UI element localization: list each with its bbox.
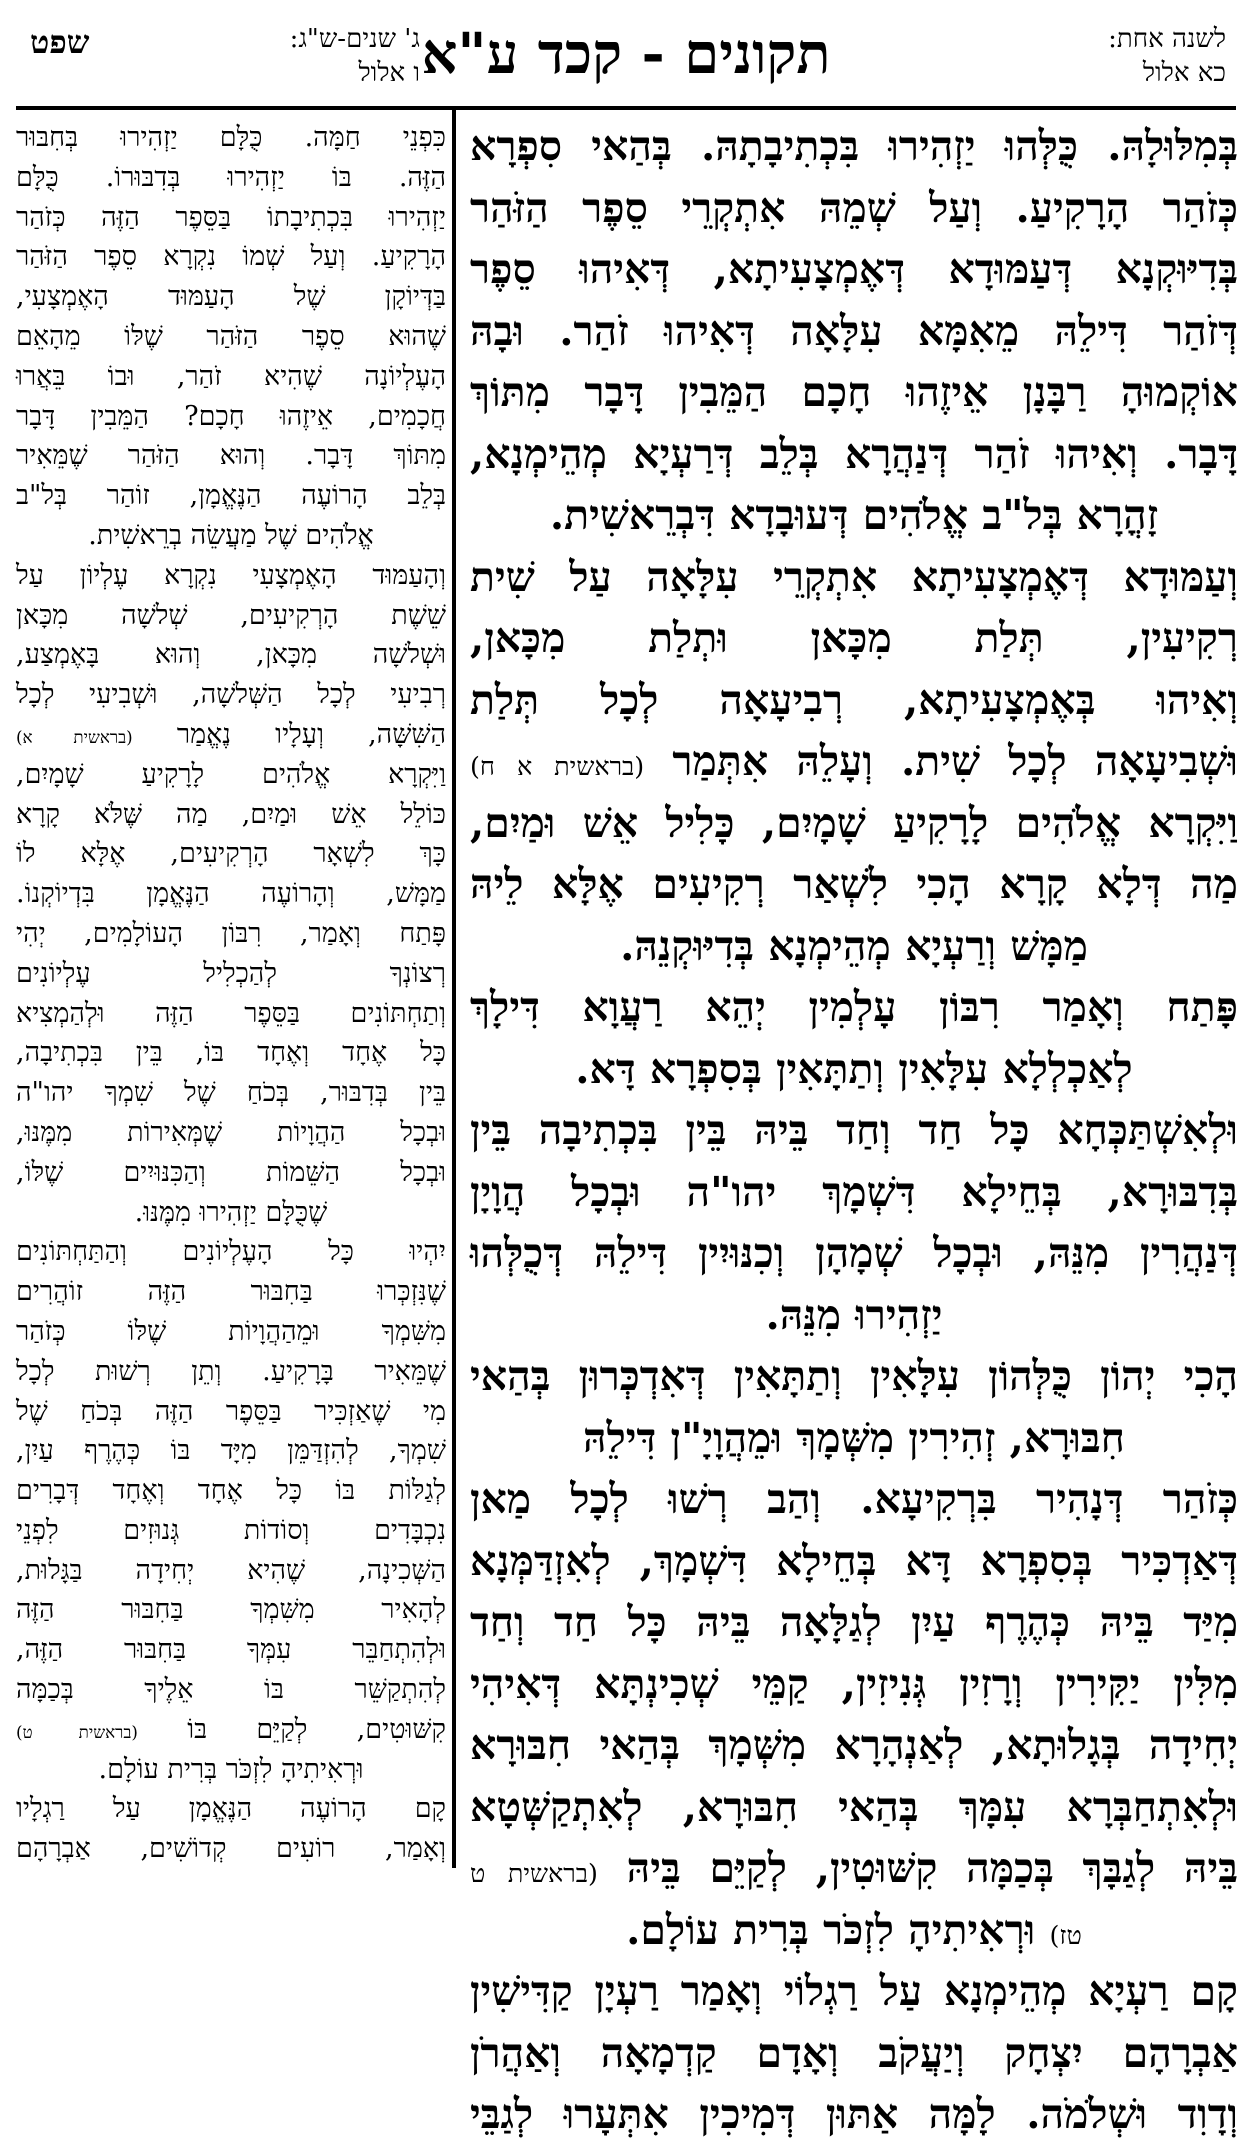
main-line: וּלְאִשְׁתַּכְּחָא כָּל חַד וְחַד בֵּיהּ בֵּין בִּכְתִיבָה בֵּין <box>470 1106 1238 1154</box>
main-line: אוֹקְמוּהָ רַבָּנָן אֵיזֶהוּ חָכָם הַמֵּבִין דָּבָר מִתּוֹךְ <box>470 368 1238 416</box>
commentary-line: מִי שֶׁאַזְכִּיר בַּסֵּפֶר הַזֶּה בְּכֹחַ שֶׁל <box>16 1395 446 1427</box>
column-divider <box>452 110 456 1868</box>
header-date-right: כא אלול <box>1142 58 1226 88</box>
main-line: וְאִיהוּ בְּאֶמְצָעִיתָא, רְבִיעָאָה לְכָל תְּלַת <box>470 675 1238 724</box>
commentary-line: שֶׁהוּא סֵפֶר הַזֹּהַר שֶׁלּוֹ מֵהָאֵם <box>16 320 446 352</box>
header-schedule-three-years: ג' שנים-ש"ג: <box>289 24 420 54</box>
main-line: אַבְרָהָם יִצְחָק וְיַעֲקֹב וְאָדָם קַדְמָאָה וְאַהֲרֹן <box>470 2028 1238 2077</box>
commentary-line: לְהָאִיר מִשִּׁמְךָ בַּחִבּוּר הַזֶּה <box>16 1594 446 1626</box>
main-line <box>470 1838 1238 1900</box>
commentary-line: הַשְּׁכִינָה, שֶׁהִיא יְחִידָה בַּגָּלוּת, <box>16 1554 446 1586</box>
commentary-line <box>16 715 446 755</box>
main-line <box>470 1900 1238 1962</box>
main-line: וְדָוִד וּשְׁלֹמֹה. לָמָּה אַתּוּן דְּמִיכִין אִתְּעָרוּ לְגַבֵּי <box>470 2090 1238 2138</box>
main-line-text: וּשְׁבִיעָאָה לְכָל שִׁית. וְעָלֵהּ אִתְּמַר <box>672 737 1239 785</box>
main-line: דְּאַדְכִּיר בְּסִפְרָא דָּא בְּחֵילָא דִּשְׁמָךְ, לְאִזְדַּמְּנָא <box>470 1536 1238 1585</box>
main-line: דָּבָר. וְאִיהוּ זֹהַר דְּנַהֲרָא בְּלֵב דְּרַעְיָא מְהֵימְנָא, <box>470 429 1238 478</box>
header-date-left: ו אלול <box>358 58 420 88</box>
main-line: מִלִּין יַקִּירִין וְרָזִין גְּנִיזִין, קַמֵּי שְׁכִינְתָּא דְּאִיהִי <box>470 1659 1238 1708</box>
main-line: יַזְהִירוּ מִנֵּהּ. <box>765 1290 943 1339</box>
commentary-line: וּרְאִיתִיהָ לִזְכֹּר בְּרִית עוֹלָם. <box>98 1753 364 1785</box>
commentary-line-text: הַשִּׁשָּׁה, וְעָלָיו נֶאֱמַר <box>176 718 446 750</box>
commentary-line: מִתּוֹךְ דָּבָר. וְהוּא הַזֹּהַר שֶׁמֵּאִיר <box>16 440 446 472</box>
main-line: רְקִיעִין, תְּלַת מִכָּאן וּתְלַת מִכָּאן, <box>470 614 1238 662</box>
main-line: דְּזֹהַר דִּילֵהּ מֵאִמָּא עִלָּאָה דְּאִיהוּ זֹהַר. וּבָהּ <box>470 306 1238 355</box>
header-left-text <box>140 22 420 90</box>
header-left-block <box>30 22 420 102</box>
commentary-line: שֶׁכֻּלָּם יַזְהִירוּ מִמֶּנּוּ. <box>134 1196 328 1228</box>
commentary-line: לְגַלּוֹת בּוֹ כָּל אֶחָד וְאֶחָד דְּבָרִים <box>16 1475 446 1507</box>
commentary-line: יַזְהִירוּ בִּכְתִיבָתוֹ בַּסֵּפֶר הַזֶּה כְּזֹהַר <box>16 201 446 233</box>
main-line-text: בֵּיהּ לְגַבָּךְ בְּכַמָּה קִשּׁוּטִין, לְקַיֵּם בֵּיהּ <box>626 1844 1238 1892</box>
commentary-line: וְתַחְתּוֹנִים בַּסֵּפֶר הַזֶּה וּלְהַמְצִיא <box>16 997 446 1029</box>
main-line: מַמָּשׁ וְרַעְיָא מְהֵימְנָא בְּדִיּוּקְנֵהּ. <box>620 921 1088 970</box>
commentary-line: וַיִּקְרָא אֱלֹהִים לָרָקִיעַ שָׁמָיִם, <box>16 758 446 790</box>
main-line: לְאַכְלְלָא עִלָּאִין וְתַתָּאִין בְּסִפְרָא דָּא. <box>575 1044 1133 1093</box>
header-schedule-one-year: לשנה אחת: <box>1108 24 1226 54</box>
commentary-line: כִּפְנֵי חַמָּה. כֻּלָּם יַזְהִירוּ בְּחִבּוּר <box>16 122 446 153</box>
header-page-code: שפט <box>30 23 90 61</box>
commentary-line: בַּדְּיוֹקָן שֶׁל הָעַמּוּד הָאֶמְצָעִי, <box>16 281 446 313</box>
commentary-line: יִהְיוּ כָּל הָעֶלְיוֹנִים וְהַתַּחְתּוֹנִים <box>16 1236 446 1268</box>
commentary-line: וּבְכָל הַשֵּׁמוֹת וְהַכִּנּוּיִים שֶׁלּוֹ, <box>16 1156 446 1188</box>
main-line: יְחִידָה בְּגָלוּתָא, לְאַנְהָרָא מִשְּׁמָךְ בְּהַאי חִבּוּרָא <box>470 1721 1238 1769</box>
commentary-line: וְאָמַר, רוֹעִים קְדוֹשִׁים, אַבְרָהָם <box>16 1833 446 1865</box>
commentary-line: וּלְהִתְחַבֵּר עִמְּךָ בַּחִבּוּר הַזֶּה, <box>16 1634 446 1666</box>
main-line <box>470 731 1238 793</box>
main-line: בְּדִיּוּקְנָא דְּעַמּוּדָא דְּאֶמְצָעִיתָא, דְּאִיהוּ סֵפֶר <box>470 245 1238 293</box>
commentary-line: חֲכָמִים, אֵיזֶהוּ חָכָם? הַמֵּבִין דָּבָר <box>16 400 446 432</box>
commentary-line: נִכְבָּדִים וְסוֹדוֹת גְּנוּזִים לִפְנֵי <box>16 1514 446 1546</box>
main-line: קָם רַעְיָא מְהֵימְנָא עַל רַגְלוֹי וְאָמַר רַעְיָן קַדִּישִׁין <box>470 1967 1238 2015</box>
header-rule <box>16 106 1236 110</box>
commentary-line: מַמָּשׁ, וְהָרוֹעֶה הַנֶּאֱמָן בִּדְיוֹקְנוֹ. <box>16 878 446 910</box>
main-line: וּלְאִתְחַבְּרָא עִמָּךְ בְּהַאי חִבּוּרָא, לְאִתְקַשְּׁטָא <box>470 1782 1238 1831</box>
main-line: פָּתַח וְאָמַר רִבּוֹן עָלְמִין יְהֵא רַעֲוָא דִּילָךְ <box>470 983 1238 1031</box>
commentary-line: רְבִיעִי לְכָל הַשְּׁלשָׁה, וּשְׁבִיעִי לְכָל <box>16 679 446 711</box>
main-line: כְּזֹהַר דְּנָהִיר בִּרְקִיעָא. וְהַב רְשׁוּ לְכָל מַאן <box>470 1475 1238 1523</box>
commentary-line-text: קִשּׁוּטִים, לְקַיֵּם בּוֹ <box>187 1713 446 1745</box>
source-reference: (בראשית א ח) <box>470 751 645 781</box>
commentary-line: שֶׁנִּזְכְּרוּ בַּחִבּוּר הַזֶּה זוֹהֲרִים <box>16 1276 446 1308</box>
main-line: וַיִּקְרָא אֱלֹהִים לָרָקִיעַ שָׁמָיִם, כָּלִיל אֵשׁ וּמַיִם, <box>470 798 1238 847</box>
source-reference: (בראשית ט) <box>16 1721 138 1742</box>
main-line: הָכִי יְהוֹן כֻּלְּהוֹן עִלָּאִין וְתַתָּאִין דְּאִדְכְּרוּן בְּהַאי <box>470 1352 1238 1400</box>
commentary-line: הָרָקִיעַ. וְעַל שְׁמוֹ נִקְרָא סֵפֶר הַזֹּהַר <box>16 241 446 273</box>
commentary-line: בְּלֵב הָרוֹעֶה הַנֶּאֱמָן, זוֹהַר בְּל"ב <box>16 480 446 512</box>
commentary-line: הַזֶּה. בּוֹ יַזְהִירוּ בְּדִבּוּרוֹ. כֻּלָּם <box>16 161 446 193</box>
main-line: מִיַּד בֵּיהּ כְּהֶרֶף עַיִן לְגַלָּאָה בֵּיהּ כָּל חַד וְחַד <box>470 1598 1238 1646</box>
commentary-line: בֵּין בְּדִבּוּר, בְּכֹחַ שֶׁל שִׁמְךָ יהו"ה <box>16 1077 446 1109</box>
source-reference-continued: טז) <box>1049 1919 1082 1950</box>
commentary-line: וּבְכָל הַהֲוָיוֹת שֶׁמְּאִירוֹת מִמֶּנּוּ, <box>16 1116 446 1148</box>
main-line: זָהֳרָא בְּל"ב אֱלֹהִים דְּעוּבָדָא דִּבְרֵאשִׁית. <box>549 491 1159 539</box>
main-line: חִבּוּרָא, זְהִירִין מִשְּׁמָךְ וּמֵהֲוָיָ"ן דִּילֵהּ <box>583 1413 1125 1462</box>
commentary-column <box>16 118 446 1868</box>
commentary-line: רְצוֹנְךָ לְהַכְלִיל עֶלְיוֹנִים <box>16 957 446 989</box>
commentary-line: כּוֹלֵל אֵשׁ וּמַיִם, מַה שֶּׁלֹּא קָרָא <box>16 798 446 830</box>
main-line: מַה דְּלָא קָרָא הָכִי לִשְׁאַר רְקִיעִים אֶלָּא לֵיהּ <box>470 860 1238 908</box>
source-reference: (בראשית ט <box>470 1858 598 1888</box>
main-line: כְּזֹהַר הָרָקִיעַ. וְעַל שְׁמֵהּ אִתְקְרֵי סֵפֶר הַזֹּהַר <box>470 183 1238 232</box>
commentary-line: מִשִּׁמְךָ וּמֵהַהֲוָיוֹת שֶׁלּוֹ כְּזֹהַר <box>16 1315 446 1347</box>
main-line: בְּמִלּוּלָהּ. כֻּלְּהוּ יַזְהִירוּ בִּכְתִיבָתָהּ. בְּהַאי סִפְרָא <box>470 122 1238 170</box>
main-text-column <box>470 116 1239 2138</box>
main-line: וְעַמּוּדָא דְּאֶמְצָעִיתָא אִתְקְרֵי עִלָּאָה עַל שִׁית <box>470 552 1238 601</box>
commentary-line: לְהִתְקַשֵּׁר בּוֹ אֵלֶיךָ בְּכַמָּה <box>16 1674 446 1706</box>
page-title: תקונים - קכד ע"א <box>421 21 831 87</box>
commentary-line: פָּתַח וְאָמַר, רִבּוֹן הָעוֹלָמִים, יְהִי <box>16 917 446 949</box>
main-line-text: וּרְאִיתִיהָ לִזְכֹּר בְּרִית עוֹלָם. <box>626 1905 1036 1954</box>
page-header <box>16 14 1236 110</box>
commentary-line: שֵׁשֶׁת הָרְקִיעִים, שְׁלשָׁה מִכָּאן <box>16 599 446 631</box>
commentary-line: כָּךְ לִשְׁאָר הָרְקִיעִים, אֶלָּא לוֹ <box>16 838 446 870</box>
commentary-line: קָם הָרוֹעֶה הַנֶּאֱמָן עַל רַגְלָיו <box>16 1793 446 1825</box>
commentary-line: שִׁמְךָ, לְהִזְדַּמֵּן מִיָּד בּוֹ כְּהֶרֶף עַיִן, <box>16 1435 446 1467</box>
commentary-line: אֱלֹהִים שֶׁל מַעֲשֵׂה בְרֵאשִׁית. <box>88 519 374 551</box>
commentary-line <box>16 1710 446 1750</box>
commentary-line: כָּל אֶחָד וְאֶחָד בּוֹ, בֵּין בִּכְתִיבָה, <box>16 1037 446 1069</box>
main-line: דְּנַהֲרִין מִנֵּהּ, וּבְכָל שְׁמָהָן וְכִנּוּיִין דִּילֵהּ דְּכֻלְּהוּ <box>470 1229 1238 1277</box>
commentary-line: וּשְׁלשָׁה מִכָּאן, וְהוּא בָּאֶמְצַע, <box>16 639 446 671</box>
commentary-line: הָעֶלְיוֹנָה שֶׁהִיא זֹהַר, וּבוֹ בֵּאֲרוּ <box>16 360 446 392</box>
main-line: בְּדִבּוּרָא, בְּחֵילָא דִּשְׁמָךְ יהו"ה וּבְכָל הֲוָיָן <box>470 1167 1238 1216</box>
commentary-line: וְהָעַמּוּד הָאֶמְצָעִי נִקְרָא עֶלְיוֹן עַל <box>16 559 446 591</box>
source-reference: (בראשית א) <box>16 726 133 747</box>
commentary-line: שֶׁמֵּאִיר בָּרָקִיעַ. וְתֵן רְשׁוּת לְכָל <box>16 1355 446 1387</box>
